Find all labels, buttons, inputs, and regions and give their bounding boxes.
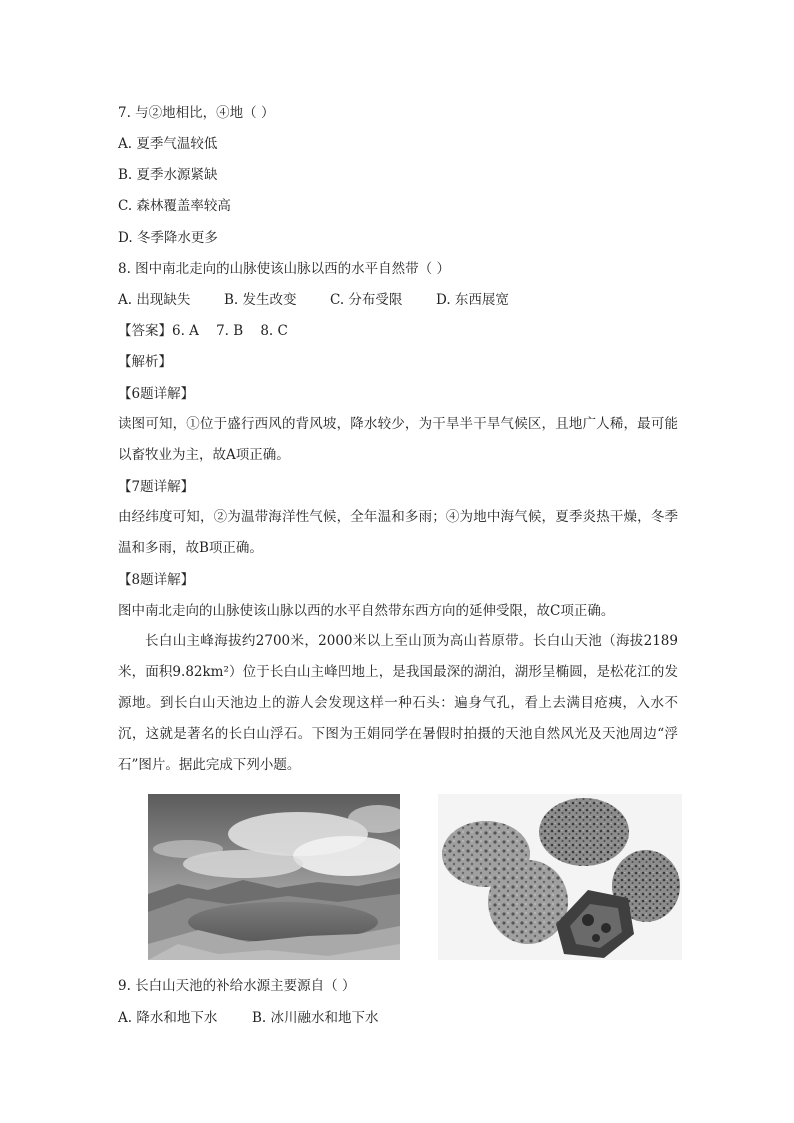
detail6-heading: 【6题详解】 xyxy=(118,386,195,402)
analysis-label: 【解析】 xyxy=(118,354,172,370)
q9-option-a: A. 降水和地下水 xyxy=(118,1010,218,1026)
q8-option-d: D. 东西展宽 xyxy=(436,292,509,308)
detail8-text: 图中南北走向的山脉使该山脉以西的水平自然带东西方向的延伸受限，故C项正确。 xyxy=(118,603,615,619)
detail7-heading: 【7题详解】 xyxy=(118,479,195,495)
q8-option-c: C. 分布受限 xyxy=(330,292,403,308)
pumice-stones-photo xyxy=(438,794,682,960)
q9-stem: 9. 长白山天池的补给水源主要源自（ ） xyxy=(118,978,356,994)
q7-stem: 7. 与②地相比，④地（ ） xyxy=(118,105,275,121)
q8-option-a: A. 出现缺失 xyxy=(118,292,191,308)
detail7-text: 由经纬度可知，②为温带海洋性气候，全年温和多雨；④为地中海气候，夏季炎热干燥，冬季温和多雨，故B项正确。 xyxy=(118,509,678,556)
q8-stem: 8. 图中南北走向的山脉使该山脉以西的水平自然带（ ） xyxy=(118,261,450,277)
answer-line: 【答案】6. A 7. B 8. C xyxy=(118,323,288,339)
detail8-heading: 【8题详解】 xyxy=(118,572,195,588)
detail6-text: 读图可知，①位于盛行西风的背风坡，降水较少，为干旱半干旱气候区，且地广人稀，最可能以畜牧业为主，故A项正确。 xyxy=(118,416,678,463)
q9-options xyxy=(118,1008,379,1028)
passage-text: 长白山主峰海拔约2700米，2000米以上至山顶为高山苔原带。长白山天池（海拔2189米，面积9.82km²）位于长白山主峰凹地上，是我国最深的湖泊，湖形呈椭圆，是松花江的发源地。到长白山天池边上的游人会发现这样一种石头：遍身气孔，看上去满目疮痍，入水不沉，这就是著名的长白山浮石。下图为王娟同学在暑假时拍摄的天池自然风光及天池周边“浮石”图片。据此完成下列小题。 xyxy=(118,633,678,773)
q8-options xyxy=(118,290,509,310)
q7-option-b: B. 夏季水源紧缺 xyxy=(118,167,218,183)
tianchi-lake-photo xyxy=(148,794,400,960)
q9-option-b: B. 冰川融水和地下水 xyxy=(252,1010,379,1026)
q8-option-b: B. 发生改变 xyxy=(224,292,297,308)
q7-option-a: A. 夏季气温较低 xyxy=(118,136,218,152)
q7-option-d: D. 冬季降水更多 xyxy=(118,230,218,246)
q7-option-c: C. 森林覆盖率较高 xyxy=(118,198,231,214)
